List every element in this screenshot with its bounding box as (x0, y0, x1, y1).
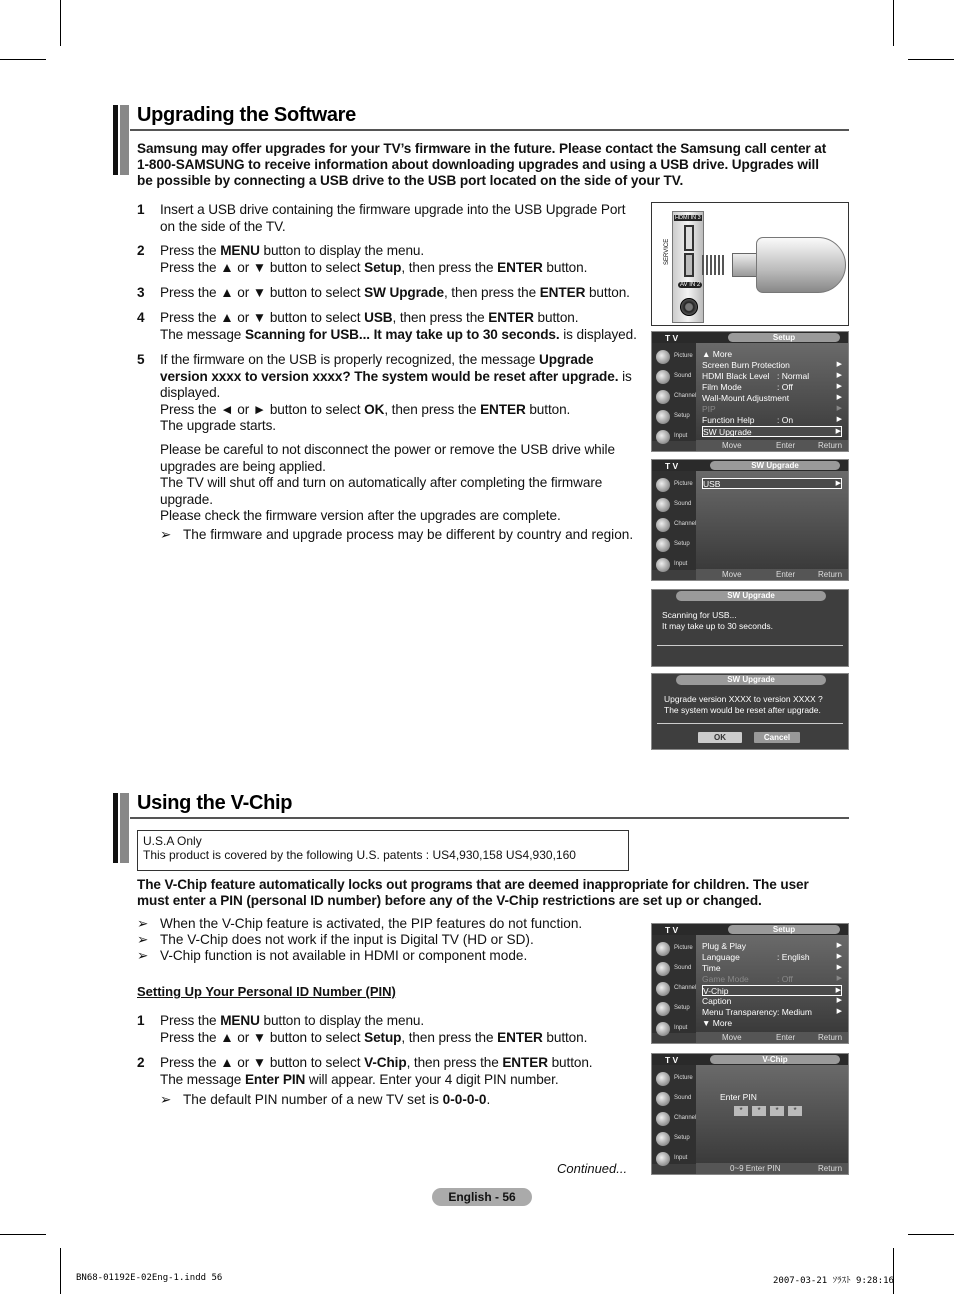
crop-mark (60, 1248, 61, 1294)
picture-icon (656, 478, 670, 492)
setup-icon (656, 1132, 670, 1146)
note: ➢ The firmware and upgrade process may be different by country and region. (160, 527, 634, 542)
picture-icon (656, 350, 670, 364)
dialog-upgrade-confirm: SW Upgrade Upgrade version XXXX to version XXXX ? The system would be reset after upgrade. OK Cancel (651, 673, 849, 750)
osd-selected-row: USB ▶ (703, 479, 841, 489)
sound-icon (656, 962, 670, 976)
section-intro: Samsung may offer upgrades for your TV’s firmware in the future. Please contact the Samsung call center at 1-800-SAMSUNG to receive information about downloading upgrades and using a USB drive. Upgrades will be possible by connecting a USB drive to the USB port located on the side of your TV. (137, 141, 827, 188)
pin-digit[interactable]: * (734, 1106, 748, 1116)
insert-arrow-icon (702, 255, 726, 275)
note: ➢ V-Chip function is not available in HDMI or component mode. (137, 948, 528, 963)
arrow-icon: ➢ (137, 948, 149, 963)
section-marker (120, 793, 129, 863)
osd-tab: Setup (728, 925, 840, 934)
dialog-tab: SW Upgrade (676, 675, 826, 685)
input-icon (656, 1022, 670, 1036)
pin-digit[interactable]: * (788, 1106, 802, 1116)
av-jack (680, 298, 698, 316)
cancel-button[interactable]: Cancel (754, 732, 800, 743)
osd-tab: V-Chip (710, 1055, 840, 1064)
section-rule (130, 817, 849, 819)
osd-tab: SW Upgrade (710, 461, 840, 470)
usb-drive (732, 253, 758, 277)
crop-mark (908, 59, 954, 60)
section-title: Using the V-Chip (137, 792, 293, 814)
usb-port (684, 253, 694, 277)
crop-mark (60, 0, 61, 46)
osd-sw-upgrade: T V SW Upgrade Picture Sound Channel Setup Input USB ▶ Move Enter Return (651, 459, 849, 581)
footer-date: 2007-03-21 ｿﾗｽﾄ 9:28:16 (773, 1276, 894, 1286)
sound-icon (656, 498, 670, 512)
crop-mark (0, 1234, 46, 1235)
osd-vchip: T V V-Chip Picture Sound Channel Setup Input Enter PIN * * * * 0~9 Enter PIN Return (651, 1053, 849, 1175)
sound-icon (656, 1092, 670, 1106)
page-number: English - 56 (432, 1188, 532, 1206)
dialog-tab: SW Upgrade (676, 591, 826, 601)
osd-setup-menu: T V Setup Picture Sound Channel Setup Input ▲ More Screen Burn Protection ▶ HDMI Black Level : Normal ▶ Film Mode : Off ▶ Wall-Mount Adjustment ▶ PIP ▶ Function Help : On ▶ SW Upgrade ▶ Move Enter Return (651, 331, 849, 452)
patent-box: U.S.A Only This product is covered by the following U.S. patents : US4,930,158 US4,930,160 (137, 830, 629, 871)
usb-illustration (651, 202, 849, 326)
crop-mark (0, 59, 46, 60)
input-icon (656, 1152, 670, 1166)
hdmi-label: HDMI IN 3 (675, 215, 701, 221)
ok-button[interactable]: OK (698, 732, 742, 743)
input-icon (656, 430, 670, 444)
pin-label: Enter PIN (720, 1092, 757, 1102)
note: ➢ The default PIN number of a new TV set is 0-0-0-0. (160, 1092, 491, 1107)
dialog-scanning: SW Upgrade Scanning for USB... It may take up to 30 seconds. (651, 589, 849, 667)
channel-icon (656, 982, 670, 996)
sound-icon (656, 370, 670, 384)
crop-mark (893, 0, 894, 46)
channel-icon (656, 518, 670, 532)
setup-icon (656, 410, 670, 424)
footer-file: BN68-01192E-02Eng-1.indd 56 (76, 1273, 223, 1283)
arrow-icon: ➢ (137, 932, 149, 947)
crop-mark (908, 1234, 954, 1235)
osd-selected-row: V-Chip ▶ (703, 986, 841, 996)
section-marker (113, 793, 118, 863)
osd-selected-row: SW Upgrade ▶ (703, 427, 841, 437)
arrow-icon: ➢ (137, 916, 149, 931)
section-marker (113, 105, 118, 175)
setup-icon (656, 1002, 670, 1016)
input-icon (656, 558, 670, 572)
arrow-icon: ➢ (160, 1092, 172, 1107)
pin-digit[interactable]: * (752, 1106, 766, 1116)
picture-icon (656, 1072, 670, 1086)
section-intro: The V-Chip feature automatically locks out programs that are deemed inappropriate for children. The user must enter a PIN (personal ID number) before any of the V-Chip restrictions are set up or changed. (137, 877, 809, 908)
crop-mark (893, 1248, 894, 1294)
channel-icon (656, 390, 670, 404)
channel-icon (656, 1112, 670, 1126)
usb-drive-body (756, 237, 846, 293)
picture-icon (656, 942, 670, 956)
setup-icon (656, 538, 670, 552)
continued-label: Continued... (557, 1161, 628, 1176)
arrow-icon: ➢ (160, 527, 172, 542)
osd-tab: Setup (728, 333, 840, 342)
section-rule (130, 129, 849, 131)
pin-digit[interactable]: * (770, 1106, 784, 1116)
note: ➢ The V-Chip does not work if the input is Digital TV (HD or SD). (137, 932, 534, 947)
av-label: AV IN 2 (680, 282, 701, 288)
subheading: Setting Up Your Personal ID Number (PIN) (137, 984, 396, 999)
note: ➢ When the V-Chip feature is activated, the PIP features do not function. (137, 916, 583, 931)
section-title: Upgrading the Software (137, 104, 356, 126)
section-marker (120, 105, 129, 175)
hdmi-port (684, 225, 694, 251)
osd-setup-menu: T V Setup Picture Sound Channel Setup Input Plug & Play ▶ Language : English ▶ Time ▶ Game Mode : Off ▶ V-Chip ▶ Caption ▶ Menu Transparency : Medium ▶ ▼ More Move Enter Return (651, 923, 849, 1044)
service-label: SERVICE (664, 238, 670, 265)
